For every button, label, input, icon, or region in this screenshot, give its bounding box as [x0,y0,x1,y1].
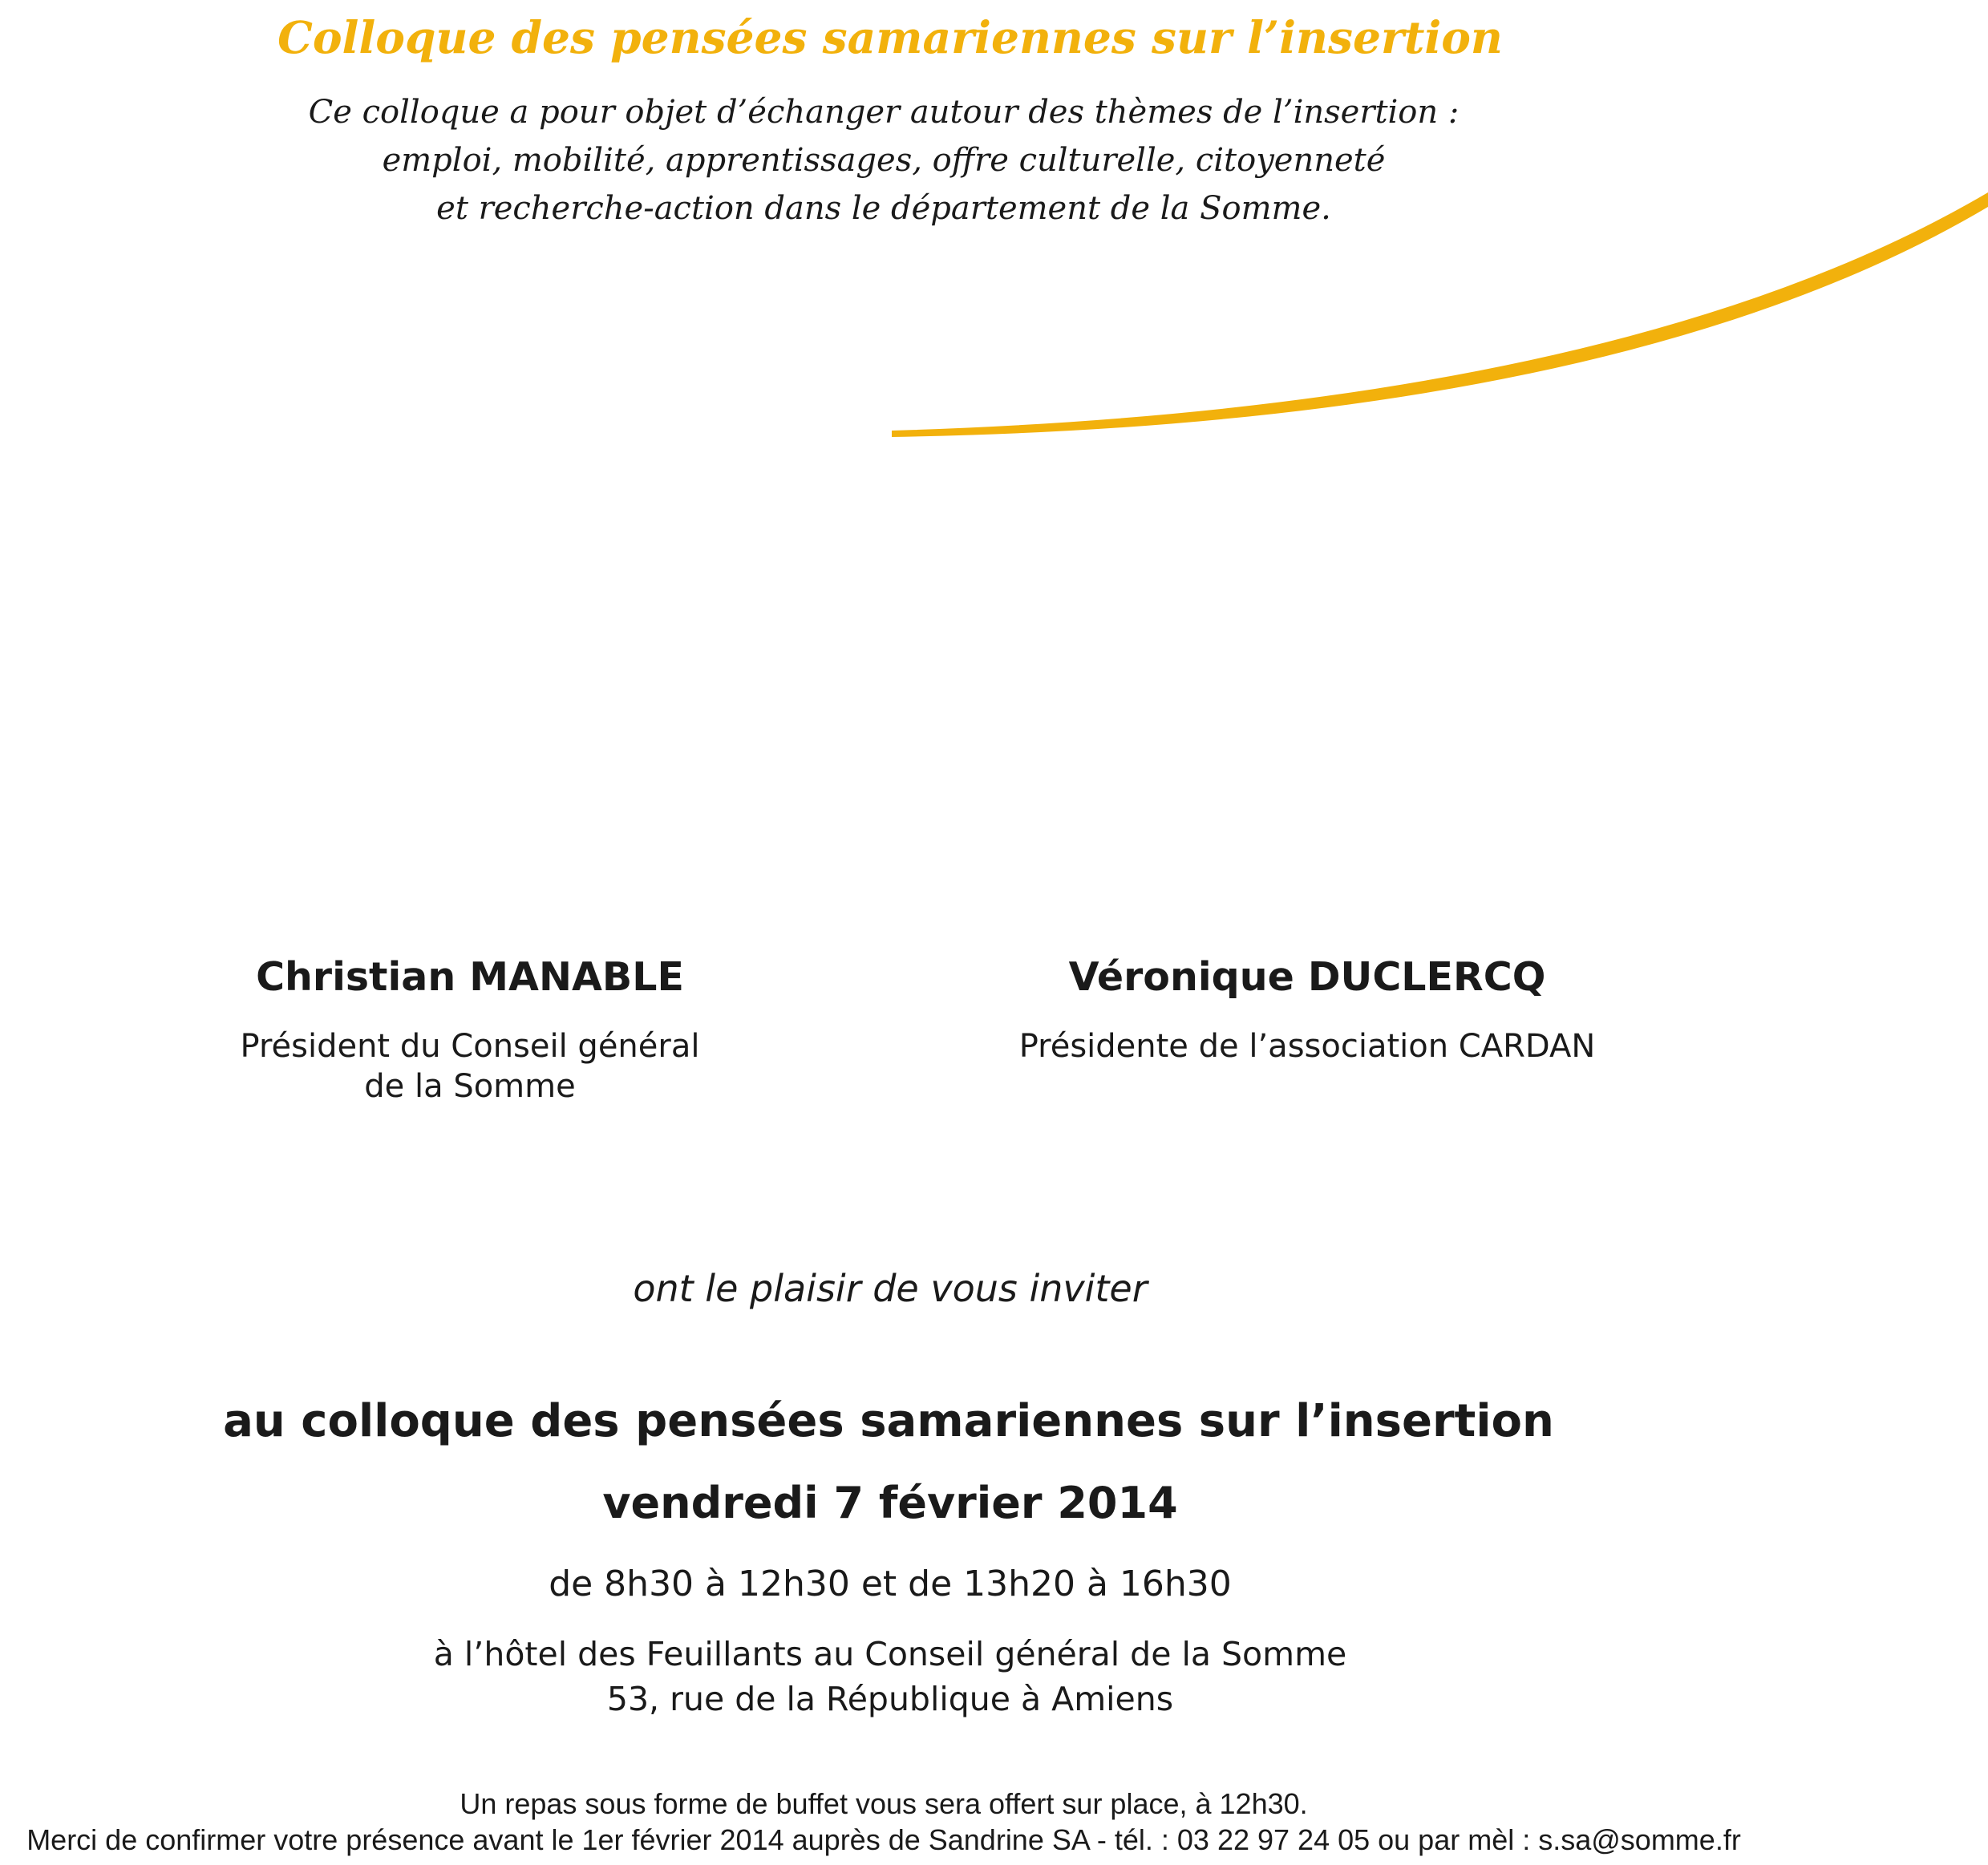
footer-line: Un repas sous forme de buffet vous sera offert sur place, à 12h30. [460,1787,1308,1820]
event-title: au colloque des pensées samariennes sur l’insertion [223,1395,1554,1447]
host-name-manable: Christian MANABLE [256,954,684,1000]
host-role-manable [241,1026,700,1106]
intro-line: emploi, mobilité, apprentissages, offre culturelle, citoyenneté [382,142,1386,179]
venue-line: à l’hôtel des Feuillants au Conseil général de la Somme [433,1635,1347,1673]
intro-line: Ce colloque a pour objet d’échanger autour des thèmes de l’insertion : [308,94,1460,131]
host-role-line: Présidente de l’association CARDAN [1018,1028,1596,1065]
venue-line: 53, rue de la République à Amiens [606,1680,1174,1718]
host-role-line: Président du Conseil général [240,1028,700,1065]
event-venue [434,1632,1346,1721]
footer-line: Merci de confirmer votre présence avant le 1er février 2014 auprès de Sandrine SA - tél. : 03 22 97 24 05 ou par mèl : s.sa@somme.fr [26,1823,1741,1856]
event-date: vendredi 7 février 2014 [602,1478,1178,1528]
host-name-duclercq: Véronique DUCLERCQ [1068,954,1546,1000]
footer-notes [26,1786,1741,1858]
intro-line: et recherche-action dans le département de la Somme. [436,190,1331,227]
intro-paragraph [309,88,1460,233]
invitation-phrase: ont le plaisir de vous inviter [633,1267,1148,1310]
host-role-duclercq [1019,1026,1596,1066]
decorative-swoosh [0,0,1988,481]
document-title: Colloque des pensées samariennes sur l’insertion [277,11,1503,63]
host-role-line: de la Somme [364,1068,576,1105]
event-hours: de 8h30 à 12h30 et de 13h20 à 16h30 [549,1564,1232,1604]
